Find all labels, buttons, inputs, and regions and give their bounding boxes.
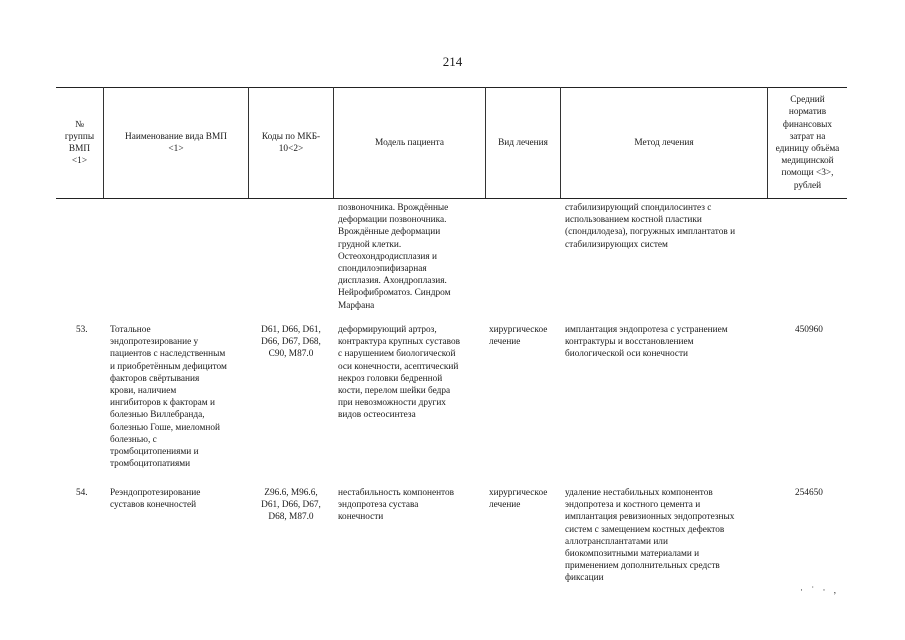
header-treatment-method: Метод лечения (634, 137, 694, 148)
row-54-name: Реэндопротезирование суставов конечностей (110, 488, 201, 511)
row-54-cost: 254650 (795, 488, 823, 498)
row-53-name: Тотальное эндопротезирование у пациентов с наследственным и приобретённым дефицитом факторов свёртывания крови, наличием ингибиторов к факторам и болезнью Виллебранда, болезнью Гоше, миеломной болезнью, с тромбоцитопениями и тромбоцитопатиями (110, 325, 227, 470)
header-group-number: № группы ВМП <1> (64, 119, 95, 167)
row-53-cost: 450960 (795, 325, 823, 335)
header-treatment-type: Вид лечения (498, 137, 548, 148)
header-vmp-name: Наименование вида ВМП <1> (125, 131, 227, 154)
row-53-method: имплантация эндопротеза с устранением контрактуры и восстановлением биологической оси конечности (565, 325, 728, 360)
row-54-number: 54. (76, 488, 88, 498)
row-53-number: 53. (76, 325, 88, 335)
continuation-model-text: позвоночника. Врождённые деформации позвоночника. Врождённые деформации грудной клетки. Остеохондродисплазия и спондилоэпифизарная дисплазия. Ахондроплазия. Нейрофиброматоз. Синдром Марфана (338, 203, 451, 311)
row-53-model: деформирующий артроз, контрактура крупных суставов с нарушением биологической оси конечности, асептический некроз головки бедренной кости, перелом шейки бедра при невозможности других видов остеосинтеза (338, 325, 461, 421)
row-54-method: удаление нестабильных компонентов эндопротеза и костного цемента и имплантация ревизионных эндопротезных систем с замещением костных дефектов аллотрансплантатами или биокомпозитными материалами и применением дополнительных средств фиксации (565, 488, 735, 584)
continuation-method-text: стабилизирующий спондилосинтез с использованием костной пластики (спондилодеза), погружных имплантатов и стабилизирующих систем (565, 203, 736, 250)
scan-artifact-marks: · ˙ · , (800, 585, 839, 595)
page-number: 214 (442, 54, 463, 69)
row-54-codes: Z96.6, M96.6, D61, D66, D67, D68, M87.0 (261, 488, 321, 523)
row-54-model: нестабильность компонентов эндопротеза сустава конечности (338, 488, 455, 523)
row-54-treatment-type: хирургическое лечение (489, 488, 548, 511)
row-53-treatment-type: хирургическое лечение (489, 325, 548, 348)
header-average-cost: Средний норматив финансовых затрат на единицу объёма медицинской помощи <3>, рублей (775, 95, 840, 191)
row-53-codes: D61, D66, D61, D66, D67, D68, C90, M87.0 (261, 325, 321, 360)
header-icd-codes: Коды по МКБ- 10<2> (261, 131, 321, 154)
header-patient-model: Модель пациента (375, 137, 444, 148)
table-header-bottom-border (56, 198, 847, 199)
